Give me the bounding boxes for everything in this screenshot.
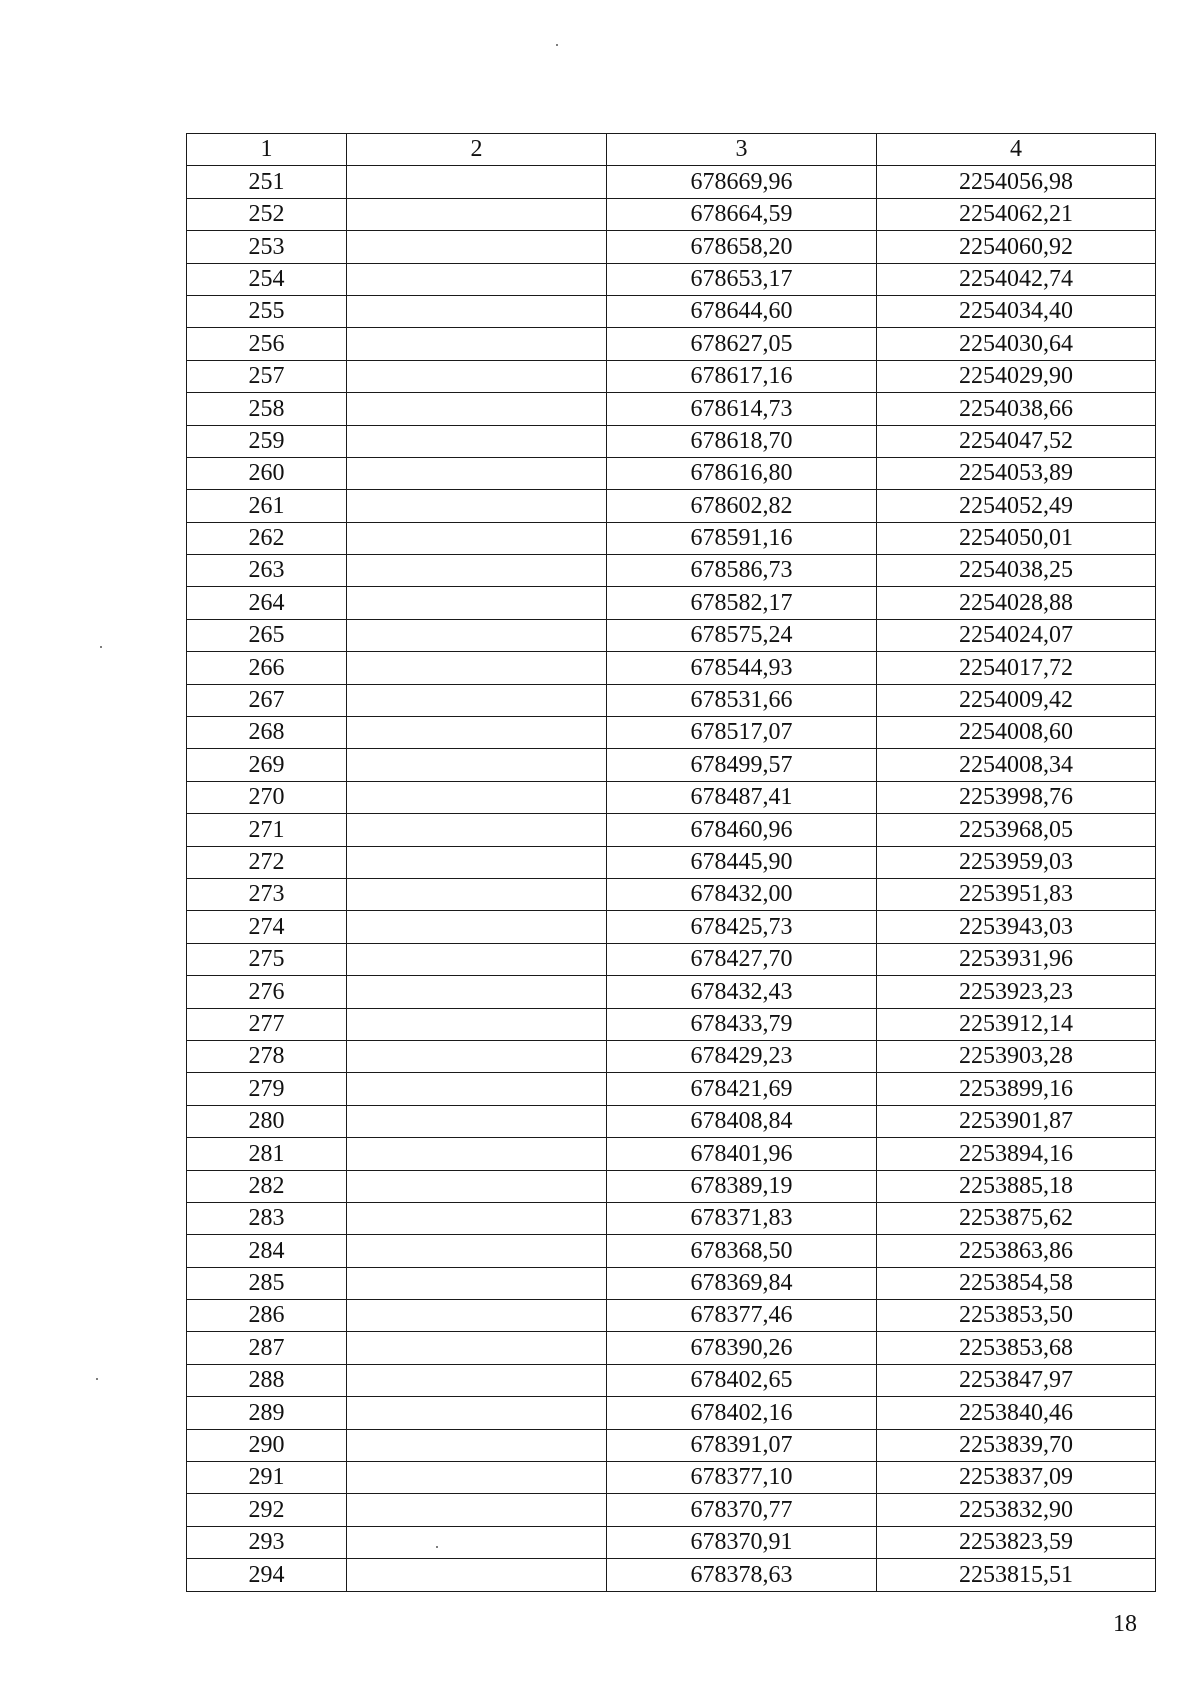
point-number-cell: 286 [187, 1300, 347, 1332]
y-coordinate-cell: 2253837,09 [877, 1462, 1156, 1494]
x-coordinate-cell: 678421,69 [607, 1073, 877, 1105]
x-coordinate-cell: 678669,96 [607, 166, 877, 198]
table-row [187, 1008, 1156, 1040]
coordinates-table [186, 133, 1156, 1592]
x-coordinate-cell: 678445,90 [607, 846, 877, 878]
y-coordinate-cell: 2254052,49 [877, 490, 1156, 522]
description-cell [347, 1526, 607, 1558]
description-cell [347, 231, 607, 263]
description-cell [347, 684, 607, 716]
x-coordinate-cell: 678389,19 [607, 1170, 877, 1202]
point-number-cell: 292 [187, 1494, 347, 1526]
point-number-cell: 256 [187, 328, 347, 360]
y-coordinate-cell: 2253912,14 [877, 1008, 1156, 1040]
y-coordinate-cell: 2253823,59 [877, 1526, 1156, 1558]
point-number-cell: 266 [187, 652, 347, 684]
header-col-2: 2 [347, 134, 607, 166]
table-row [187, 295, 1156, 327]
table-row [187, 619, 1156, 651]
table-row [187, 328, 1156, 360]
description-cell [347, 1462, 607, 1494]
table-row [187, 976, 1156, 1008]
y-coordinate-cell: 2253968,05 [877, 814, 1156, 846]
table-row [187, 457, 1156, 489]
description-cell [347, 328, 607, 360]
point-number-cell: 288 [187, 1364, 347, 1396]
description-cell [347, 360, 607, 392]
table-row [187, 263, 1156, 295]
x-coordinate-cell: 678408,84 [607, 1105, 877, 1137]
description-cell [347, 1138, 607, 1170]
table-row [187, 684, 1156, 716]
description-cell [347, 911, 607, 943]
scan-speck [100, 646, 102, 648]
x-coordinate-cell: 678391,07 [607, 1429, 877, 1461]
description-cell [347, 587, 607, 619]
y-coordinate-cell: 2253903,28 [877, 1040, 1156, 1072]
table-row [187, 555, 1156, 587]
x-coordinate-cell: 678390,26 [607, 1332, 877, 1364]
x-coordinate-cell: 678602,82 [607, 490, 877, 522]
description-cell [347, 1300, 607, 1332]
table-row [187, 522, 1156, 554]
table-row [187, 1397, 1156, 1429]
description-cell [347, 166, 607, 198]
x-coordinate-cell: 678627,05 [607, 328, 877, 360]
y-coordinate-cell: 2253885,18 [877, 1170, 1156, 1202]
x-coordinate-cell: 678614,73 [607, 393, 877, 425]
description-cell [347, 1008, 607, 1040]
table-row [187, 652, 1156, 684]
table-row [187, 1526, 1156, 1558]
table-row [187, 1364, 1156, 1396]
table-row [187, 1040, 1156, 1072]
x-coordinate-cell: 678368,50 [607, 1235, 877, 1267]
scan-speck [556, 44, 558, 46]
y-coordinate-cell: 2253854,58 [877, 1267, 1156, 1299]
description-cell [347, 1235, 607, 1267]
y-coordinate-cell: 2253959,03 [877, 846, 1156, 878]
header-col-1: 1 [187, 134, 347, 166]
x-coordinate-cell: 678531,66 [607, 684, 877, 716]
x-coordinate-cell: 678517,07 [607, 717, 877, 749]
x-coordinate-cell: 678369,84 [607, 1267, 877, 1299]
point-number-cell: 278 [187, 1040, 347, 1072]
x-coordinate-cell: 678653,17 [607, 263, 877, 295]
description-cell [347, 652, 607, 684]
x-coordinate-cell: 678617,16 [607, 360, 877, 392]
y-coordinate-cell: 2254062,21 [877, 198, 1156, 230]
description-cell [347, 781, 607, 813]
y-coordinate-cell: 2254029,90 [877, 360, 1156, 392]
description-cell [347, 490, 607, 522]
point-number-cell: 257 [187, 360, 347, 392]
table-row [187, 1494, 1156, 1526]
description-cell [347, 425, 607, 457]
table-row [187, 1073, 1156, 1105]
table-row [187, 878, 1156, 910]
table-row [187, 1429, 1156, 1461]
point-number-cell: 276 [187, 976, 347, 1008]
point-number-cell: 287 [187, 1332, 347, 1364]
table-row [187, 587, 1156, 619]
point-number-cell: 261 [187, 490, 347, 522]
point-number-cell: 293 [187, 1526, 347, 1558]
y-coordinate-cell: 2254056,98 [877, 166, 1156, 198]
y-coordinate-cell: 2254008,34 [877, 749, 1156, 781]
description-cell [347, 295, 607, 327]
y-coordinate-cell: 2254024,07 [877, 619, 1156, 651]
description-cell [347, 555, 607, 587]
x-coordinate-cell: 678582,17 [607, 587, 877, 619]
y-coordinate-cell: 2253839,70 [877, 1429, 1156, 1461]
y-coordinate-cell: 2253815,51 [877, 1559, 1156, 1591]
y-coordinate-cell: 2253901,87 [877, 1105, 1156, 1137]
description-cell [347, 1040, 607, 1072]
table-body [187, 166, 1156, 1591]
y-coordinate-cell: 2254038,66 [877, 393, 1156, 425]
point-number-cell: 285 [187, 1267, 347, 1299]
y-coordinate-cell: 2253923,23 [877, 976, 1156, 1008]
y-coordinate-cell: 2253894,16 [877, 1138, 1156, 1170]
table-row [187, 1332, 1156, 1364]
page-number: 18 [1113, 1611, 1137, 1637]
x-coordinate-cell: 678370,77 [607, 1494, 877, 1526]
point-number-cell: 263 [187, 555, 347, 587]
y-coordinate-cell: 2254053,89 [877, 457, 1156, 489]
table-row [187, 1170, 1156, 1202]
description-cell [347, 1105, 607, 1137]
table-row [187, 943, 1156, 975]
description-cell [347, 393, 607, 425]
description-cell [347, 263, 607, 295]
table-row [187, 749, 1156, 781]
point-number-cell: 258 [187, 393, 347, 425]
point-number-cell: 253 [187, 231, 347, 263]
y-coordinate-cell: 2253951,83 [877, 878, 1156, 910]
description-cell [347, 1073, 607, 1105]
point-number-cell: 262 [187, 522, 347, 554]
y-coordinate-cell: 2254050,01 [877, 522, 1156, 554]
y-coordinate-cell: 2254034,40 [877, 295, 1156, 327]
y-coordinate-cell: 2253875,62 [877, 1202, 1156, 1234]
table-row [187, 911, 1156, 943]
scan-speck [436, 1546, 438, 1548]
point-number-cell: 251 [187, 166, 347, 198]
table-header [187, 134, 1156, 166]
description-cell [347, 717, 607, 749]
table-row [187, 1202, 1156, 1234]
x-coordinate-cell: 678378,63 [607, 1559, 877, 1591]
x-coordinate-cell: 678377,46 [607, 1300, 877, 1332]
point-number-cell: 264 [187, 587, 347, 619]
table-row [187, 1138, 1156, 1170]
table-row [187, 425, 1156, 457]
x-coordinate-cell: 678401,96 [607, 1138, 877, 1170]
table-header-row [187, 134, 1156, 166]
y-coordinate-cell: 2253863,86 [877, 1235, 1156, 1267]
point-number-cell: 269 [187, 749, 347, 781]
description-cell [347, 1170, 607, 1202]
point-number-cell: 284 [187, 1235, 347, 1267]
point-number-cell: 271 [187, 814, 347, 846]
description-cell [347, 457, 607, 489]
y-coordinate-cell: 2253832,90 [877, 1494, 1156, 1526]
description-cell [347, 976, 607, 1008]
table-row [187, 1559, 1156, 1591]
table-row [187, 1235, 1156, 1267]
x-coordinate-cell: 678427,70 [607, 943, 877, 975]
point-number-cell: 273 [187, 878, 347, 910]
x-coordinate-cell: 678460,96 [607, 814, 877, 846]
description-cell [347, 522, 607, 554]
description-cell [347, 1332, 607, 1364]
x-coordinate-cell: 678591,16 [607, 522, 877, 554]
description-cell [347, 878, 607, 910]
table-row [187, 360, 1156, 392]
point-number-cell: 281 [187, 1138, 347, 1170]
point-number-cell: 267 [187, 684, 347, 716]
y-coordinate-cell: 2254060,92 [877, 231, 1156, 263]
table-row [187, 198, 1156, 230]
point-number-cell: 294 [187, 1559, 347, 1591]
y-coordinate-cell: 2253853,50 [877, 1300, 1156, 1332]
x-coordinate-cell: 678433,79 [607, 1008, 877, 1040]
y-coordinate-cell: 2254017,72 [877, 652, 1156, 684]
table-row [187, 231, 1156, 263]
x-coordinate-cell: 678487,41 [607, 781, 877, 813]
x-coordinate-cell: 678544,93 [607, 652, 877, 684]
x-coordinate-cell: 678377,10 [607, 1462, 877, 1494]
point-number-cell: 280 [187, 1105, 347, 1137]
y-coordinate-cell: 2254030,64 [877, 328, 1156, 360]
header-col-4: 4 [877, 134, 1156, 166]
point-number-cell: 265 [187, 619, 347, 651]
y-coordinate-cell: 2254009,42 [877, 684, 1156, 716]
x-coordinate-cell: 678664,59 [607, 198, 877, 230]
description-cell [347, 1559, 607, 1591]
description-cell [347, 1364, 607, 1396]
table-row [187, 846, 1156, 878]
y-coordinate-cell: 2254047,52 [877, 425, 1156, 457]
description-cell [347, 198, 607, 230]
description-cell [347, 846, 607, 878]
description-cell [347, 1494, 607, 1526]
description-cell [347, 1202, 607, 1234]
y-coordinate-cell: 2254038,25 [877, 555, 1156, 587]
table-row [187, 717, 1156, 749]
x-coordinate-cell: 678432,43 [607, 976, 877, 1008]
point-number-cell: 272 [187, 846, 347, 878]
description-cell [347, 1267, 607, 1299]
point-number-cell: 260 [187, 457, 347, 489]
x-coordinate-cell: 678499,57 [607, 749, 877, 781]
point-number-cell: 274 [187, 911, 347, 943]
y-coordinate-cell: 2253931,96 [877, 943, 1156, 975]
point-number-cell: 252 [187, 198, 347, 230]
x-coordinate-cell: 678616,80 [607, 457, 877, 489]
description-cell [347, 943, 607, 975]
x-coordinate-cell: 678586,73 [607, 555, 877, 587]
table-row [187, 1462, 1156, 1494]
point-number-cell: 270 [187, 781, 347, 813]
table-row [187, 1267, 1156, 1299]
table-row [187, 393, 1156, 425]
point-number-cell: 254 [187, 263, 347, 295]
y-coordinate-cell: 2253840,46 [877, 1397, 1156, 1429]
description-cell [347, 814, 607, 846]
table-row [187, 490, 1156, 522]
point-number-cell: 279 [187, 1073, 347, 1105]
x-coordinate-cell: 678429,23 [607, 1040, 877, 1072]
description-cell [347, 619, 607, 651]
y-coordinate-cell: 2254028,88 [877, 587, 1156, 619]
x-coordinate-cell: 678402,16 [607, 1397, 877, 1429]
table-row [187, 781, 1156, 813]
x-coordinate-cell: 678370,91 [607, 1526, 877, 1558]
point-number-cell: 290 [187, 1429, 347, 1461]
y-coordinate-cell: 2254008,60 [877, 717, 1156, 749]
table-row [187, 166, 1156, 198]
x-coordinate-cell: 678402,65 [607, 1364, 877, 1396]
x-coordinate-cell: 678371,83 [607, 1202, 877, 1234]
point-number-cell: 275 [187, 943, 347, 975]
description-cell [347, 1429, 607, 1461]
x-coordinate-cell: 678432,00 [607, 878, 877, 910]
point-number-cell: 282 [187, 1170, 347, 1202]
point-number-cell: 255 [187, 295, 347, 327]
point-number-cell: 277 [187, 1008, 347, 1040]
y-coordinate-cell: 2253899,16 [877, 1073, 1156, 1105]
x-coordinate-cell: 678658,20 [607, 231, 877, 263]
point-number-cell: 289 [187, 1397, 347, 1429]
x-coordinate-cell: 678575,24 [607, 619, 877, 651]
y-coordinate-cell: 2253943,03 [877, 911, 1156, 943]
header-col-3: 3 [607, 134, 877, 166]
y-coordinate-cell: 2253847,97 [877, 1364, 1156, 1396]
description-cell [347, 749, 607, 781]
point-number-cell: 291 [187, 1462, 347, 1494]
scan-speck [96, 1378, 98, 1380]
y-coordinate-cell: 2253998,76 [877, 781, 1156, 813]
table-row [187, 814, 1156, 846]
x-coordinate-cell: 678425,73 [607, 911, 877, 943]
point-number-cell: 268 [187, 717, 347, 749]
y-coordinate-cell: 2254042,74 [877, 263, 1156, 295]
x-coordinate-cell: 678644,60 [607, 295, 877, 327]
description-cell [347, 1397, 607, 1429]
table-row [187, 1105, 1156, 1137]
point-number-cell: 259 [187, 425, 347, 457]
point-number-cell: 283 [187, 1202, 347, 1234]
table-row [187, 1300, 1156, 1332]
y-coordinate-cell: 2253853,68 [877, 1332, 1156, 1364]
x-coordinate-cell: 678618,70 [607, 425, 877, 457]
